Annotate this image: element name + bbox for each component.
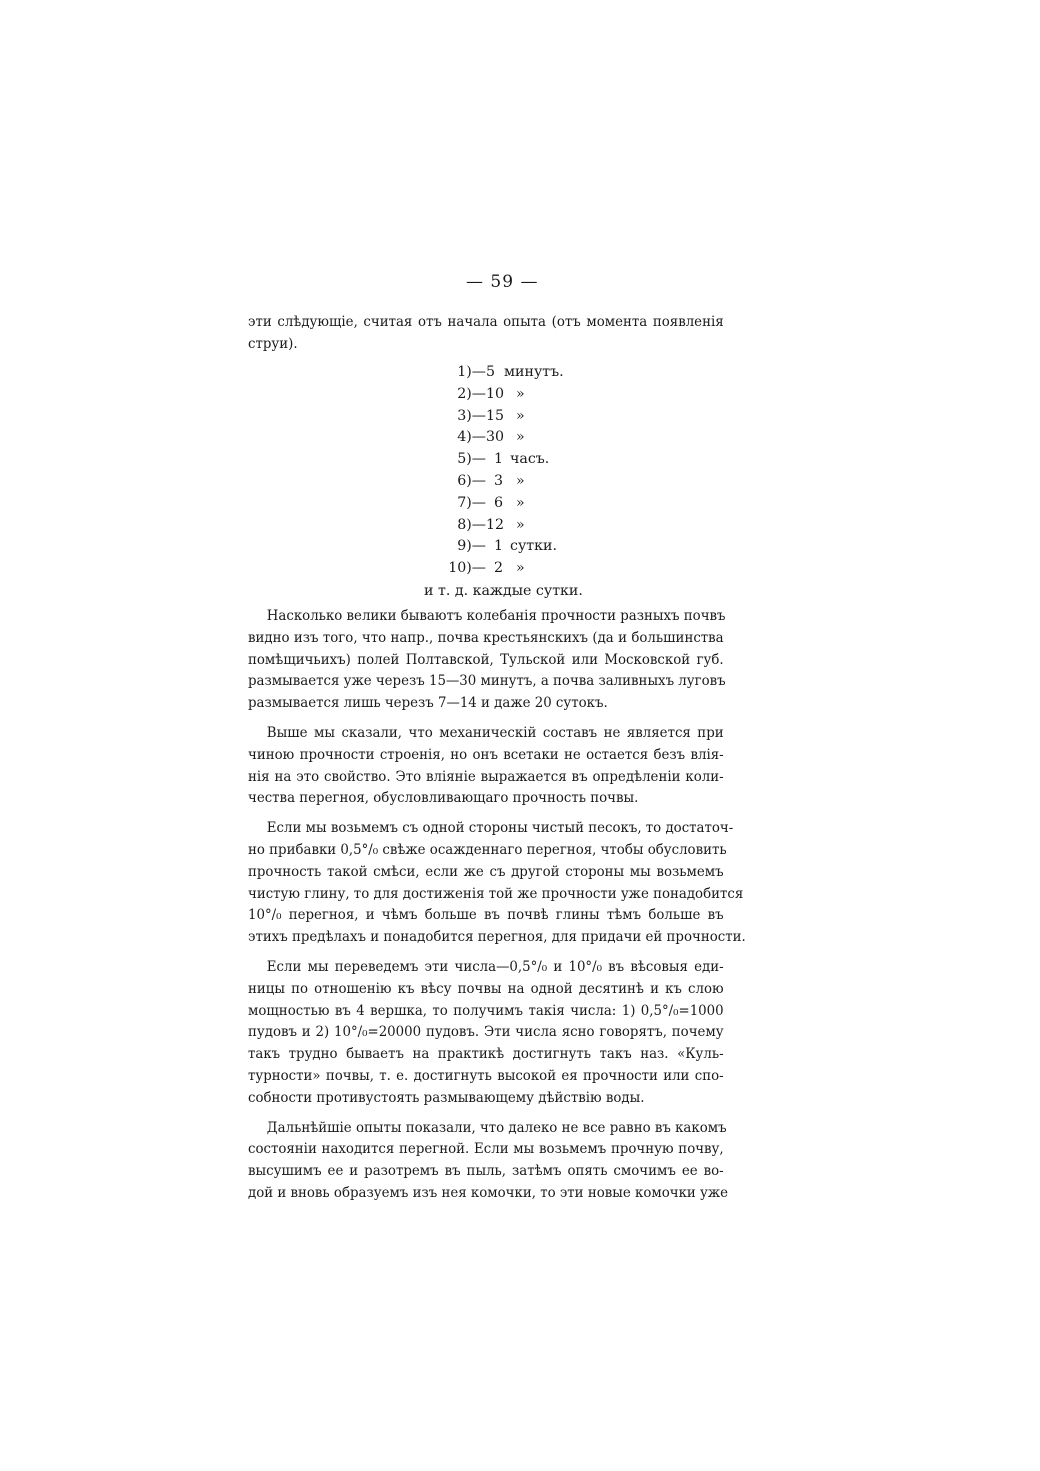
- list-item: [424, 515, 624, 537]
- text-line: собности противустоять размывающему дѣйствію воды.: [248, 1089, 645, 1106]
- list-item: [424, 449, 624, 471]
- list-item-number: 3)—: [457, 407, 486, 424]
- list-item-value: 15: [486, 407, 505, 424]
- text-line: чистую глину, то для достиженія той же прочности уже понадобится: [248, 885, 744, 902]
- paragraph: [248, 818, 754, 949]
- text-line: чиною прочности строенія, но онъ всетаки не остается безъ влія-: [248, 746, 724, 763]
- list-item-value: 6: [494, 494, 504, 511]
- list-item-value: 2: [494, 560, 504, 577]
- text-line: ницы по отношенію къ вѣсу почвы на одной десятинѣ и къ слою: [248, 980, 724, 997]
- text-line: Насколько велики бываютъ колебанія прочности разныхъ почвъ: [266, 608, 726, 624]
- text-line: высушимъ ее и разотремъ въ пыль, затѣмъ опять смочимъ ее во-: [248, 1163, 724, 1180]
- list-item-number: 7)—: [457, 494, 486, 511]
- list-item-value: 1: [494, 451, 504, 468]
- list-item: [424, 406, 624, 428]
- text-line: прочность такой смѣси, если же съ другой стороны мы возьмемъ: [248, 863, 724, 880]
- list-item-ditto: »: [516, 429, 525, 446]
- list-item-value: 12: [486, 516, 505, 533]
- list-item-unit: часъ.: [510, 451, 550, 468]
- time-interval-list: [424, 362, 624, 603]
- paragraph: [248, 723, 754, 810]
- text-line: Если мы переведемъ эти числа—0,5°/₀ и 10°/₀ въ вѣсовыя еди-: [266, 958, 724, 975]
- list-item: [424, 384, 624, 406]
- list-item-ditto: »: [516, 385, 525, 402]
- list-item-value: 1: [494, 538, 504, 555]
- text-line: Дальнѣйшіе опыты показали, что далеко не все равно въ какомъ: [266, 1119, 727, 1136]
- text-line: нія на это свойство. Это вліяніе выражается въ опредѣленіи коли-: [248, 768, 724, 785]
- text-line: состояніи находится перегной. Если мы возьмемъ прочную почву,: [248, 1141, 724, 1158]
- list-item-number: 10)—: [448, 560, 486, 577]
- text-line: но прибавки 0,5°/₀ свѣже осажденнаго перегноя, чтобы обусловить: [248, 841, 727, 858]
- list-item-value: 10: [486, 385, 505, 402]
- list-item: [424, 558, 624, 580]
- list-item-ditto: »: [516, 472, 525, 489]
- text-line: этихъ предѣлахъ и понадобится перегноя, для придачи ей прочности.: [248, 929, 746, 946]
- list-item-unit: минутъ.: [504, 364, 564, 380]
- text-line: Если мы возьмемъ съ одной стороны чистый песокъ, то достаточ-: [266, 820, 734, 837]
- list-item-value: 30: [486, 429, 505, 446]
- body-text: [248, 606, 754, 1205]
- text-line: видно изъ того, что напр., почва крестьянскихъ (да и большинства: [248, 629, 724, 646]
- list-item-number: 4)—: [457, 429, 486, 446]
- list-item: [424, 536, 624, 558]
- text-line: мощностью въ 4 вершка, то получимъ такія числа: 1) 0,5°/₀=1000: [248, 1002, 724, 1019]
- list-item-number: 9)—: [457, 538, 486, 555]
- text-line: турности» почвы, т. е. достигнуть высокой ея прочности или спо-: [248, 1067, 724, 1084]
- text-line: пудовъ и 2) 10°/₀=20000 пудовъ. Эти числа ясно говорятъ, почему: [248, 1024, 724, 1041]
- list-item-number: 6)—: [457, 472, 486, 489]
- text-line: размывается уже черезъ 15—30 минутъ, а почва заливныхъ луговъ: [248, 673, 726, 690]
- intro-text: [248, 312, 754, 356]
- text-line: дой и вновь образуемъ изъ нея комочки, то эти новые комочки уже: [248, 1184, 729, 1201]
- list-item-unit: сутки.: [510, 538, 557, 555]
- list-item: [424, 427, 624, 449]
- list-item-number: 2)—: [457, 385, 486, 402]
- list-item-value: 5: [486, 364, 496, 380]
- list-tail: и т. д. каждые сутки.: [424, 582, 583, 599]
- list-item-number: 8)—: [457, 516, 486, 533]
- list-item-number: 1)—: [457, 364, 486, 380]
- list-item-ditto: »: [516, 494, 525, 511]
- text-line: 10°/₀ перегноя, и чѣмъ больше въ почвѣ глины тѣмъ больше въ: [248, 907, 724, 924]
- list-item: [424, 471, 624, 493]
- list-item: [424, 362, 624, 384]
- list-item-ditto: »: [516, 560, 525, 577]
- list-item-ditto: »: [516, 516, 525, 533]
- list-item: [424, 493, 624, 515]
- text-line: эти слѣдующіе, считая отъ начала опыта (отъ момента появленія: [248, 314, 724, 330]
- text-line: чества перегноя, обусловливающаго прочность почвы.: [248, 790, 639, 807]
- page-number: — 59 —: [466, 272, 539, 292]
- paragraph: [248, 957, 754, 1110]
- list-item-value: 3: [494, 472, 504, 489]
- text-line: струи).: [248, 335, 298, 352]
- paragraph: [248, 1118, 754, 1205]
- text-line: Выше мы сказали, что механическій составъ не является при: [266, 724, 724, 741]
- text-line: такъ трудно бываетъ на практикѣ достигнуть такъ наз. «Куль-: [248, 1046, 724, 1063]
- text-line: размывается лишь черезъ 7—14 и даже 20 сутокъ.: [248, 695, 608, 712]
- list-item-number: 5)—: [457, 451, 486, 468]
- list-item-ditto: »: [516, 407, 525, 424]
- paragraph: [248, 606, 754, 715]
- text-line: помѣщичьихъ) полей Полтавской, Тульской или Московской губ.: [248, 651, 724, 668]
